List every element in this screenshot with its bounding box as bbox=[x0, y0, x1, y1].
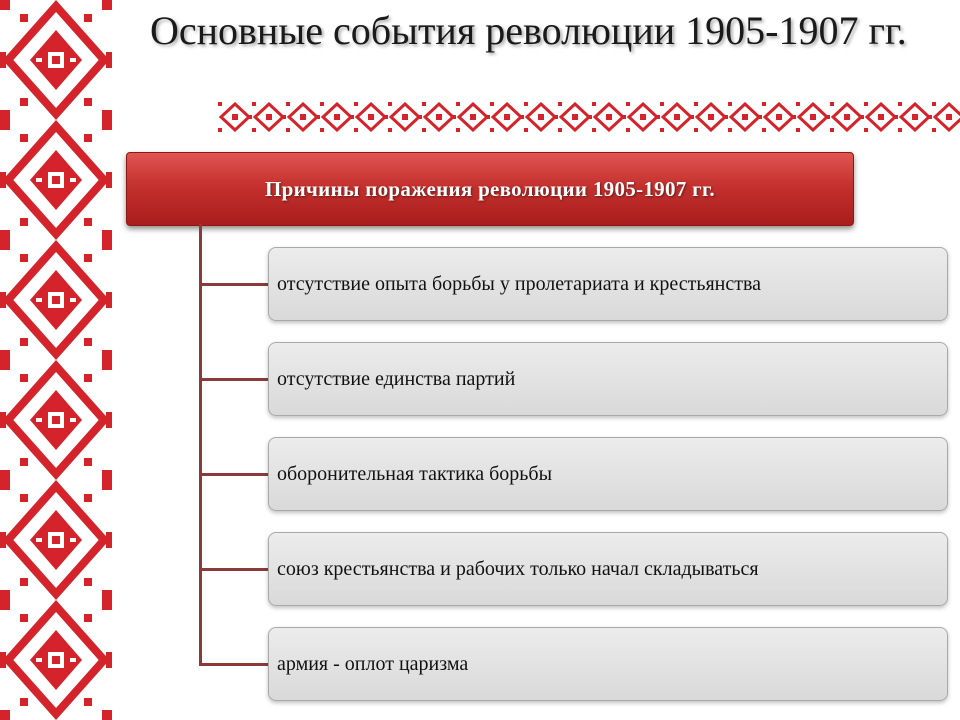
reason-item-2 bbox=[268, 342, 948, 416]
connector-branch-2 bbox=[199, 378, 270, 381]
ornament-border-top bbox=[218, 102, 960, 132]
connector-branch-3 bbox=[199, 473, 270, 476]
diagram-header bbox=[126, 152, 854, 226]
reason-item-label: оборонительная тактика борьбы bbox=[277, 462, 553, 485]
reason-item-label: армия - оплот царизма bbox=[277, 652, 469, 675]
connector-trunk bbox=[199, 224, 202, 666]
ornament-border-left bbox=[0, 0, 112, 720]
reason-item-1 bbox=[268, 247, 948, 321]
reason-item-label: отсутствие единства партий bbox=[277, 367, 516, 390]
reason-item-5 bbox=[268, 627, 948, 701]
reason-item-label: отсутствие опыта борьбы у пролетариата и крестьянства bbox=[277, 272, 762, 295]
reason-item-3 bbox=[268, 437, 948, 511]
connector-branch-5 bbox=[199, 663, 270, 666]
diagram-header-label: Причины поражения революции 1905-1907 гг. bbox=[265, 176, 715, 201]
reason-item-label: союз крестьянства и рабочих только начал складываться bbox=[277, 557, 759, 580]
connector-branch-1 bbox=[199, 283, 270, 286]
reason-item-4 bbox=[268, 532, 948, 606]
connector-branch-4 bbox=[199, 568, 270, 571]
slide-title: Основные события революции 1905-1907 гг. bbox=[150, 8, 907, 53]
